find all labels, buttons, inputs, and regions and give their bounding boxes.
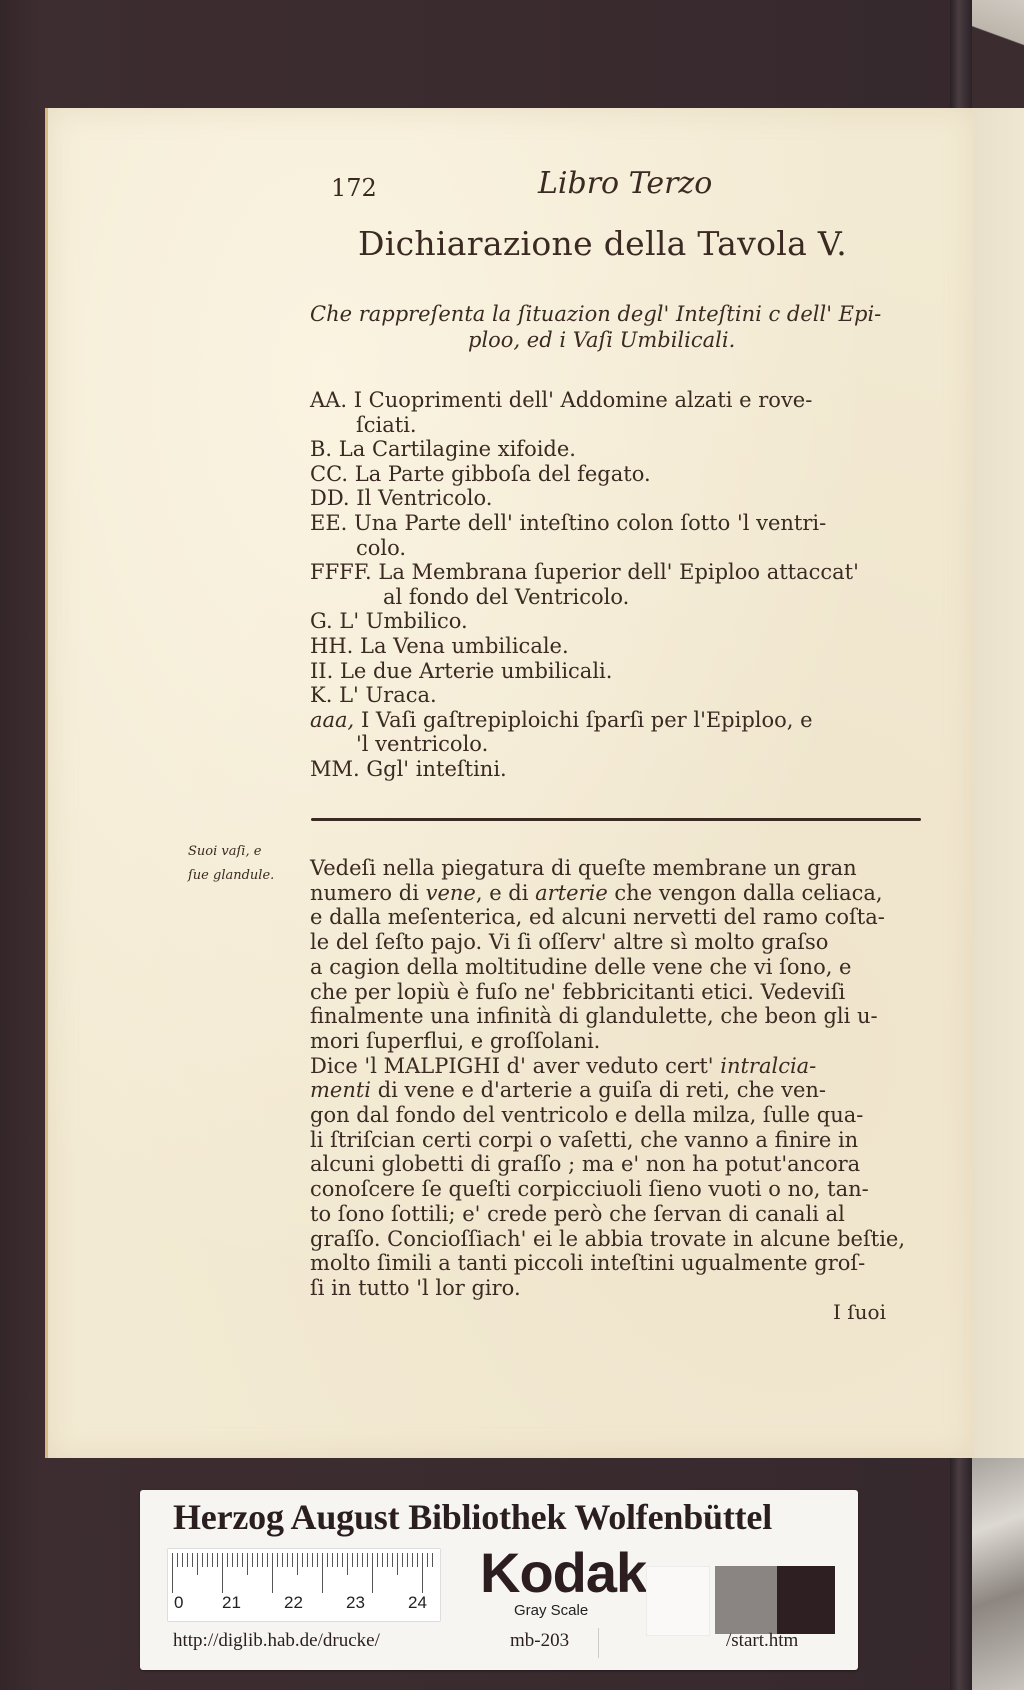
adjacent-page-top [972,0,1024,108]
ruler-tick [282,1553,283,1567]
legend-text: La Parte gibboſa del fegato. [354,461,651,486]
text-run: , e di [475,880,536,905]
kodak-logo: Kodak [480,1541,647,1604]
legend-text: Ggl' inteſtini. [366,757,507,781]
ruler-label: 0 [174,1593,184,1612]
text-run: numero di [310,880,426,905]
legend-key: G. [310,609,333,634]
legend-entry [310,462,651,486]
legend-text: L' Umbilico. [339,609,468,634]
adjacent-page-edge [972,108,1024,1458]
legend-text: La Membrana ſuperior dell' Epiploo attaccat' [378,560,859,585]
measurement-ruler [167,1548,441,1622]
body-line [310,980,845,1004]
legend-entry [383,585,629,609]
text-run: finalmente una infinità di glandulette, che beon gli u- [310,1004,878,1029]
legend-text: L' Uraca. [339,683,437,708]
text-run: ſi in tutto 'l lor giro. [310,1275,521,1300]
ruler-tick [337,1553,338,1567]
body-line [310,1029,600,1053]
ruler-tick [252,1553,253,1567]
ruler-tick [362,1553,363,1567]
legend-key: FFFF. [310,560,372,585]
legend-key: DD. [310,486,350,511]
ruler-tick [407,1553,408,1567]
ruler-tick [237,1553,238,1567]
text-run: alcuni globetti di graſſo ; ma e' non ha potut'ancora [310,1152,861,1177]
legend-entry [310,757,507,781]
ruler-tick [287,1553,288,1567]
shelfmark: mb-203 [510,1630,570,1651]
text-run: che vengon dalla celiaca, [607,880,883,905]
text-run: che per lopiù è fuſo ne' febbricitanti etici. Vedeviſi [310,979,846,1004]
ruler-tick [197,1553,198,1575]
ruler-tick [257,1553,258,1567]
ruler-tick [382,1553,383,1567]
margin-note-line: ſue glandule. [188,868,275,883]
legend-entry [310,609,468,633]
ruler-label: 21 [222,1593,241,1612]
legend-text: ſciati. [356,412,417,437]
legend-text: La Cartilagine xifoide. [338,437,576,462]
ruler-tick [227,1553,228,1567]
ruler-tick [372,1553,373,1593]
ruler-tick [392,1553,393,1567]
kodak-scan-target-card [140,1490,858,1670]
divider [598,1628,599,1658]
ruler-tick [397,1553,398,1575]
ruler-tick [292,1553,293,1567]
legend-key: II. [310,658,334,683]
body-line [310,1004,878,1028]
text-run: a cagion della moltitudine delle vene che vi ſono, e [310,954,852,979]
ruler-tick [402,1553,403,1567]
legend-text: I Vaſi gaſtrepiploichi ſparſi per l'Epiploo, e [360,707,813,732]
gray-swatch [715,1566,777,1634]
legend-entry [310,511,826,535]
ruler-tick [177,1553,178,1567]
subtitle-line: ploo, ed i Vaſi Umbilicali. [468,328,736,352]
legend-entry [310,708,813,732]
url-base: http://diglib.hab.de/drucke/ [173,1630,380,1651]
ruler-tick [202,1553,203,1567]
ruler-ticks [172,1553,434,1593]
legend-text: Una Parte dell' inteſtino colon ſotto 'l ventri- [354,511,827,535]
ruler-label: 22 [284,1593,303,1612]
ruler-tick [222,1553,223,1593]
ruler-label: 23 [346,1593,365,1612]
ruler-tick [272,1553,273,1593]
ruler-tick [172,1553,173,1593]
legend-key: K. [310,683,333,708]
ruler-tick [232,1553,233,1567]
legend-key: B. [310,437,333,462]
legend-entry [310,437,576,461]
ruler-tick [367,1553,368,1567]
body-line [310,1054,816,1078]
italic-term: intralcia- [720,1053,817,1078]
text-run: Vedeſi nella piegatura di queſte membrane un gran [310,856,857,880]
body-line [310,1128,858,1152]
ruler-tick [357,1553,358,1567]
legend-entry [356,413,417,437]
running-head: Libro Terzo [538,166,713,201]
ruler-label: 24 [408,1593,427,1612]
legend-key: EE. [310,511,348,535]
legend-key: aaa, [310,707,355,732]
ruler-tick [277,1553,278,1567]
ruler-tick [182,1553,183,1567]
legend-text: 'l ventricolo. [356,732,489,757]
ruler-tick [412,1553,413,1567]
ruler-tick [322,1553,323,1593]
ruler-tick [242,1553,243,1567]
ruler-tick [327,1553,328,1567]
ruler-tick [352,1553,353,1567]
ruler-tick [262,1553,263,1567]
white-swatch [646,1566,710,1636]
ruler-labels [168,1593,440,1617]
ruler-tick [377,1553,378,1567]
ruler-tick [207,1553,208,1567]
text-run: le del ſeſto pajo. Vi ſi oſſerv' altre sì molto graſso [310,930,829,955]
ruler-tick [312,1553,313,1567]
body-line [310,1202,845,1226]
text-run: graſſo. Concioſſiach' ei le abbia trovate in alcune beſtie, [310,1226,906,1251]
subtitle-line: Che rappreſenta la ſituazion degl' Inteſtini c dell' Epi- [310,302,882,326]
text-run: gon dal fondo del ventricolo e della milza, ſulle qua- [310,1103,864,1127]
ruler-tick [212,1553,213,1567]
text-run: to ſono ſottili; e' crede però che ſervan di canali al [310,1201,845,1226]
legend-entry [356,536,406,560]
ruler-tick [217,1553,218,1567]
legend-entry [310,560,859,584]
adjacent-page-bottom [972,1458,1024,1690]
text-run: mori ſuperflui, e groſſolani. [310,1028,601,1053]
body-line [310,905,885,929]
ruler-tick [342,1553,343,1567]
text-run: li ſtriſcian certi corpi o vaſetti, che vanno a finire in [310,1127,859,1152]
text-run: di vene e d'arterie a guiſa di reti, che ven- [371,1078,827,1103]
ruler-tick [302,1553,303,1567]
legend-text: colo. [356,535,407,560]
italic-term: menti [310,1078,372,1103]
body-line [310,1227,905,1251]
ruler-tick [432,1553,433,1567]
legend-text: Il Ventricolo. [356,486,493,511]
ruler-tick [387,1553,388,1567]
body-line [310,1177,869,1201]
legend-entry [310,683,437,707]
ruler-tick [297,1553,298,1575]
gray-scale-label: Gray Scale [514,1602,589,1619]
ruler-tick [422,1553,423,1593]
book-page [45,108,974,1458]
text-run: e dalla meſenterica, ed alcuni nervetti del ramo coſta- [310,905,885,930]
legend-entry [310,486,492,510]
page-number: 172 [331,174,377,202]
library-name: Herzog August Bibliothek Wolfenbüttel [173,1497,772,1537]
text-run: Dice 'l MALPIGHI d' aver veduto cert' [310,1053,721,1078]
legend-entry [356,732,488,756]
ruler-tick [192,1553,193,1567]
body-line [310,955,852,979]
body-line [310,1276,521,1300]
legend-text: al fondo del Ventricolo. [383,584,630,609]
legend-text: Le due Arterie umbilicali. [339,658,613,683]
ruler-tick [307,1553,308,1567]
ruler-tick [427,1553,428,1567]
ruler-tick [267,1553,268,1567]
margin-note-line: Suoi vaſi, e [188,844,262,859]
italic-term: vene [425,880,476,905]
body-line [310,1152,860,1176]
text-run: conoſcere ſe queſti corpicciuoli ſieno vuoti o no, tan- [310,1177,869,1202]
ruler-tick [247,1553,248,1575]
body-line [310,856,857,880]
ruler-tick [332,1553,333,1567]
plate-title: Dichiarazione della Tavola V. [358,224,848,263]
body-line [310,1251,865,1275]
legend-key: HH. [310,634,354,658]
legend-entry [310,659,612,683]
legend-key: AA. [310,388,348,412]
legend-text: I Cuoprimenti dell' Addomine alzati e rove- [353,388,813,412]
body-line [310,1103,863,1127]
legend-entry [310,634,569,658]
italic-term: arterie [535,880,608,905]
ruler-tick [187,1553,188,1567]
body-line [310,930,828,954]
ruler-tick [347,1553,348,1575]
body-line [310,881,883,905]
ruler-tick [317,1553,318,1567]
legend-text: La Vena umbilicale. [360,634,569,658]
legend-entry [310,388,812,412]
url-suffix: /start.htm [726,1630,799,1651]
ruler-tick [417,1553,418,1567]
section-rule [311,818,921,821]
text-run: molto ſimili a tanti piccoli inteſtini ugualmente groſ- [310,1251,866,1276]
body-line [310,1078,826,1102]
legend-key: CC. [310,461,349,486]
black-swatch [777,1566,835,1634]
legend-key: MM. [310,757,360,781]
catchword: I ſuoi [833,1300,886,1324]
